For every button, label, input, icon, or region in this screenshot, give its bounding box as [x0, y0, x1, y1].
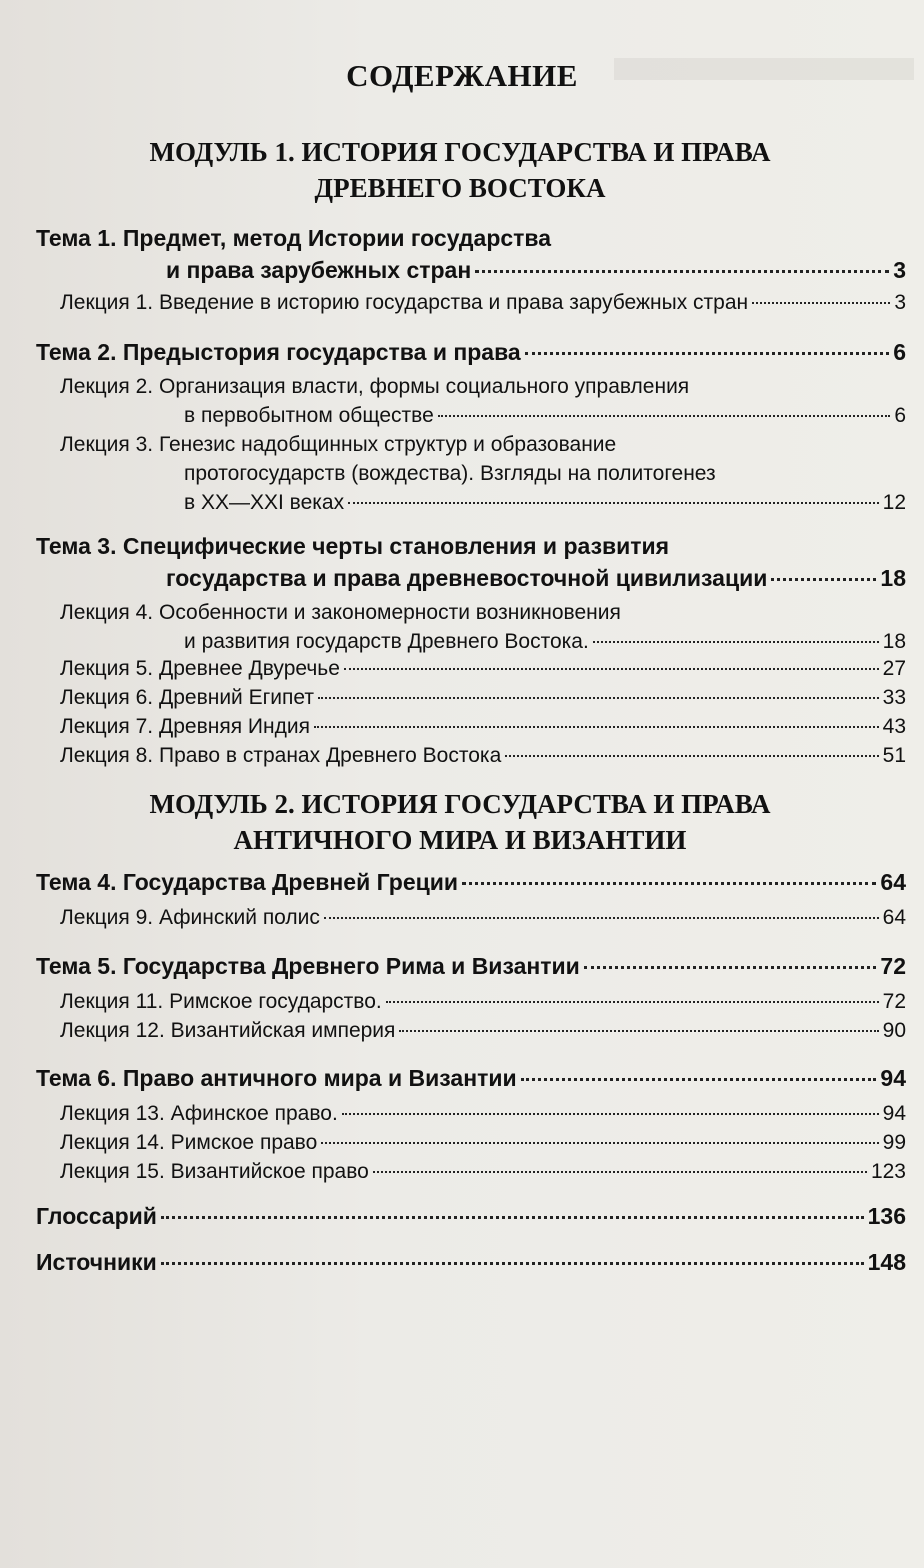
module-1-heading-line-1: МОДУЛЬ 1. ИСТОРИЯ ГОСУДАРСТВА И ПРАВА [149, 137, 771, 167]
dot-leader [475, 270, 889, 273]
entry-prefix: Лекция 12. [60, 1019, 165, 1042]
entry-title: Древний Египет [158, 686, 314, 709]
entry-title: Предмет, метод Истории государства [122, 225, 552, 251]
contents-title: СОДЕРЖАНИЕ [346, 58, 578, 93]
toc-entry-lecture-9[interactable] [60, 903, 906, 932]
module-2-heading-line-1: МОДУЛЬ 2. ИСТОРИЯ ГОСУДАРСТВА И ПРАВА [149, 789, 771, 819]
entry-prefix: Лекция 5. [60, 657, 154, 680]
entry-title: Организация власти, формы социального управления [158, 375, 690, 398]
entry-title: Глоссарий [36, 1203, 157, 1229]
dot-leader [342, 1113, 879, 1115]
page-number: 90 [882, 1019, 906, 1042]
entry-title: Введение в историю государства и права зарубежных стран [158, 291, 749, 314]
toc-entry-lecture-13[interactable] [60, 1099, 906, 1128]
entry-title: Предыстория государства и права [122, 339, 521, 365]
entry-prefix: Тема 4. [36, 869, 117, 895]
toc-entry-lecture-11[interactable] [60, 987, 906, 1016]
dot-leader [505, 755, 878, 757]
toc-entry-glossary[interactable] [36, 1200, 906, 1232]
entry-title: Древнее Двуречье [158, 657, 340, 680]
toc-entry-tema-2[interactable] [36, 336, 906, 368]
dot-leader [399, 1030, 878, 1032]
entry-prefix: Лекция 2. [60, 375, 154, 398]
entry-prefix: Тема 3. [36, 533, 117, 559]
toc-entry-lecture-15[interactable] [60, 1157, 906, 1186]
entry-title: Византийское право [170, 1160, 369, 1183]
module-2-heading [120, 786, 800, 858]
entry-prefix: Тема 2. [36, 339, 117, 365]
entry-title: Специфические черты становления и развития [122, 533, 670, 559]
page-number: 64 [880, 869, 906, 895]
module-1-heading-line-2: ДРЕВНЕГО ВОСТОКА [314, 173, 606, 203]
entry-title-continued: государства и права древневосточной цивилизации [166, 565, 768, 591]
entry-title: Государства Древней Греции [122, 869, 459, 895]
toc-entry-sources[interactable] [36, 1246, 906, 1278]
toc-entry-tema-6[interactable] [36, 1062, 906, 1094]
entry-title: Право в странах Древнего Востока [158, 744, 502, 767]
page-number: 136 [867, 1203, 906, 1229]
dot-leader [584, 966, 877, 969]
dot-leader [771, 578, 876, 581]
entry-prefix: Лекция 7. [60, 715, 154, 738]
page-number: 51 [882, 744, 906, 767]
dot-leader [348, 502, 879, 504]
toc-entry-tema-1[interactable] [36, 222, 906, 286]
toc-entry-lecture-7[interactable] [60, 712, 906, 741]
dot-leader [462, 882, 876, 885]
dot-leader [593, 641, 879, 643]
page-number: 27 [882, 657, 906, 680]
dot-leader [438, 415, 891, 417]
entry-title: Римское государство. [169, 990, 382, 1013]
entry-title: Римское право [170, 1131, 318, 1154]
dot-leader [161, 1216, 864, 1219]
toc-entry-tema-3[interactable] [36, 530, 906, 594]
entry-prefix: Лекция 14. [60, 1131, 165, 1154]
entry-prefix: Лекция 6. [60, 686, 154, 709]
toc-entry-lecture-1[interactable] [60, 288, 906, 317]
page-number: 6 [894, 404, 906, 427]
page-number: 72 [880, 953, 906, 979]
entry-title: Право античного мира и Византии [122, 1065, 517, 1091]
dot-leader [318, 697, 879, 699]
page-number: 94 [882, 1102, 906, 1125]
entry-prefix: Лекция 1. [60, 291, 154, 314]
page-number: 123 [870, 1160, 906, 1183]
entry-title: Государства Древнего Рима и Византии [122, 953, 580, 979]
dot-leader [321, 1142, 878, 1144]
page-number: 72 [882, 990, 906, 1013]
dot-leader [161, 1262, 864, 1265]
entry-title-continued: и развития государств Древнего Востока. [184, 630, 589, 653]
dot-leader [314, 726, 879, 728]
dot-leader [373, 1171, 867, 1173]
toc-entry-lecture-4[interactable] [60, 598, 906, 656]
toc-entry-lecture-6[interactable] [60, 683, 906, 712]
page-number: 18 [882, 630, 906, 653]
dot-leader [344, 668, 879, 670]
entry-prefix: Тема 5. [36, 953, 117, 979]
entry-title: Генезис надобщинных структур и образование [158, 433, 617, 456]
entry-prefix: Лекция 13. [60, 1102, 165, 1125]
page-number: 148 [867, 1249, 906, 1275]
entry-title-continued: в первобытном обществе [184, 404, 434, 427]
entry-title: Афинский полис [158, 906, 320, 929]
entry-title: Афинское право. [170, 1102, 338, 1125]
toc-entry-tema-5[interactable] [36, 950, 906, 982]
toc-entry-lecture-5[interactable] [60, 654, 906, 683]
toc-entry-lecture-3[interactable] [60, 430, 906, 517]
entry-title-continued: и права зарубежных стран [166, 257, 472, 283]
page-number: 3 [893, 257, 906, 283]
entry-prefix: Тема 6. [36, 1065, 117, 1091]
page-number: 99 [882, 1131, 906, 1154]
page-number: 18 [880, 565, 906, 591]
page-number: 43 [882, 715, 906, 738]
page-number: 3 [894, 291, 906, 314]
entry-prefix: Лекция 11. [60, 990, 164, 1013]
entry-prefix: Лекция 4. [60, 601, 154, 624]
entry-prefix: Лекция 3. [60, 433, 154, 456]
toc-entry-lecture-8[interactable] [60, 741, 906, 770]
entry-title-continued: в XX—XXI веках [184, 491, 345, 514]
dot-leader [752, 302, 890, 304]
entry-prefix: Лекция 15. [60, 1160, 165, 1183]
entry-prefix: Лекция 9. [60, 906, 154, 929]
dot-leader [386, 1001, 879, 1003]
dot-leader [324, 917, 879, 919]
page-number: 6 [893, 339, 906, 365]
dot-leader [525, 352, 889, 355]
dot-leader [521, 1078, 877, 1081]
entry-title: Особенности и закономерности возникновения [158, 601, 621, 624]
page-number: 12 [882, 491, 906, 514]
toc-entry-lecture-2[interactable] [60, 372, 906, 430]
toc-entry-lecture-12[interactable] [60, 1016, 906, 1045]
module-1-heading [120, 134, 800, 206]
page-number: 33 [882, 686, 906, 709]
toc-entry-lecture-14[interactable] [60, 1128, 906, 1157]
module-2-heading-line-2: АНТИЧНОГО МИРА И ВИЗАНТИИ [233, 825, 687, 855]
entry-prefix: Тема 1. [36, 225, 117, 251]
page-number: 64 [882, 906, 906, 929]
entry-title: Византийская империя [170, 1019, 396, 1042]
entry-title: Древняя Индия [158, 715, 310, 738]
entry-title-continued: протогосударств (вождества). Взгляды на политогенез [184, 462, 716, 485]
entry-prefix: Лекция 8. [60, 744, 154, 767]
entry-title: Источники [36, 1249, 157, 1275]
toc-entry-tema-4[interactable] [36, 866, 906, 898]
page-number: 94 [880, 1065, 906, 1091]
